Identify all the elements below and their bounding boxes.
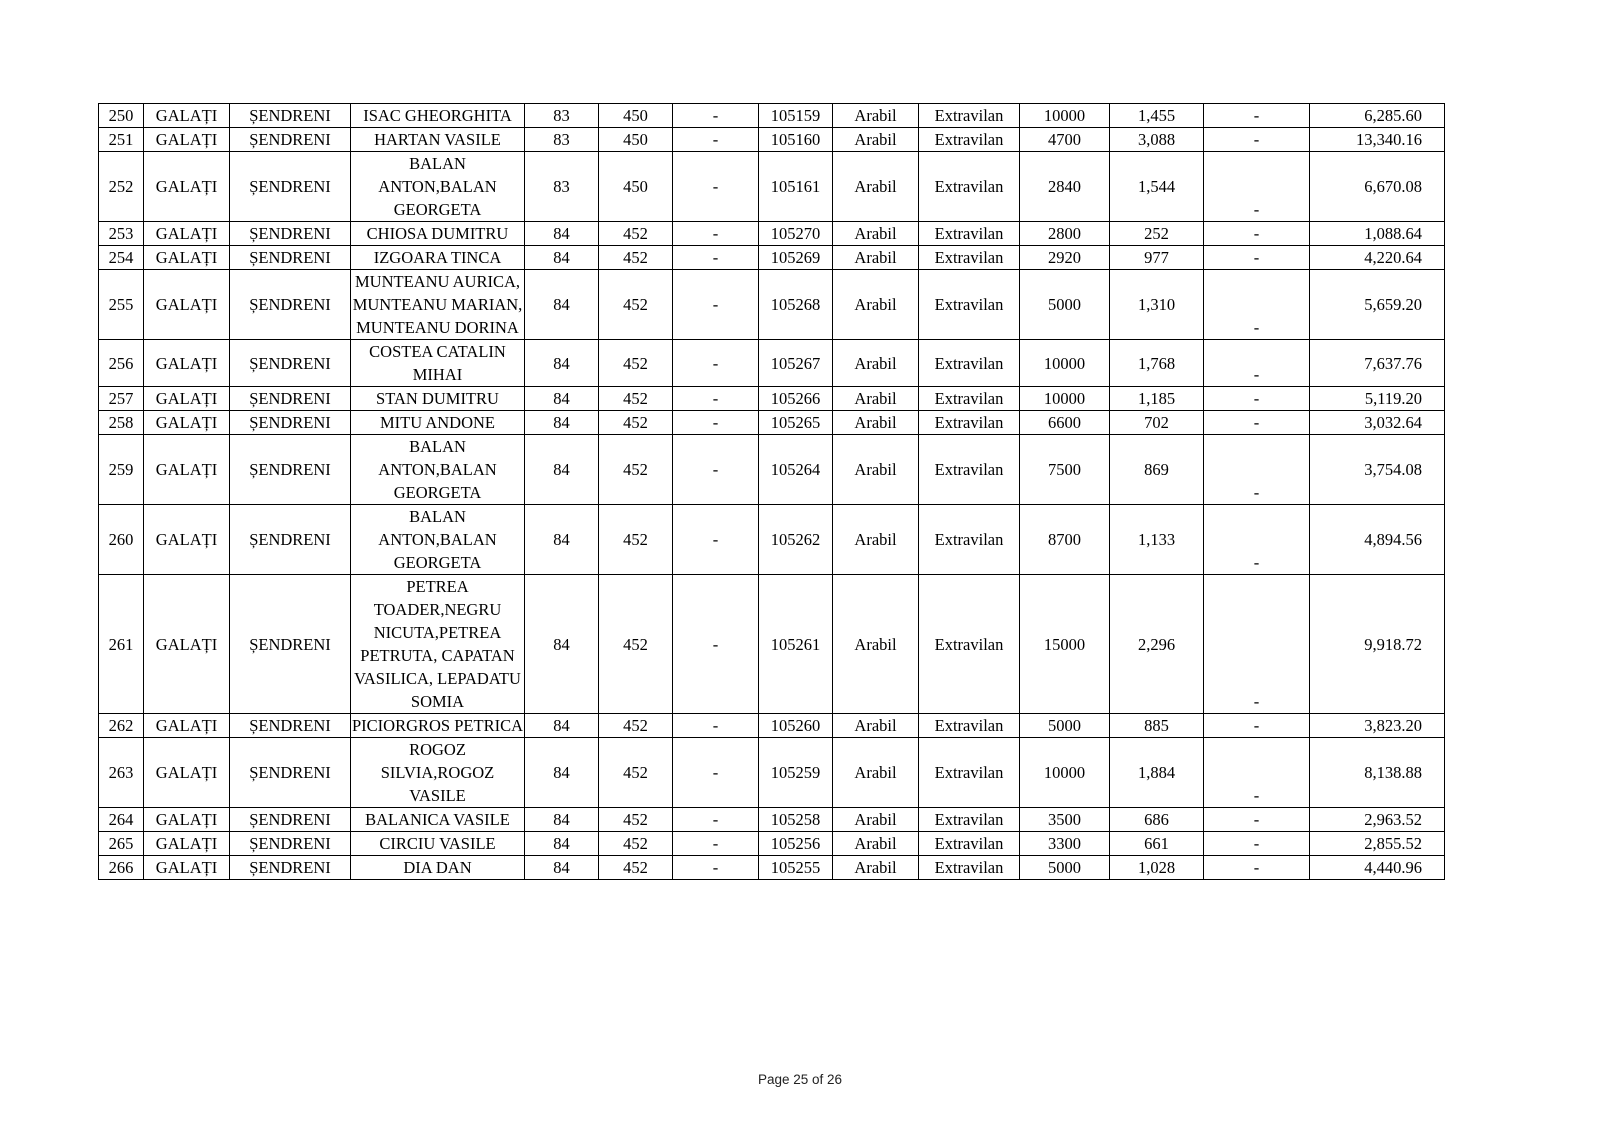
cell-suprafata-totala: 7500 [1020,435,1110,505]
cell-valoare: 13,340.16 [1310,128,1445,152]
cell-nr: 261 [99,575,144,714]
cell-judet: GALAȚI [144,152,230,222]
cell-judet: GALAȚI [144,832,230,856]
cell-nr: 265 [99,832,144,856]
cell-nr-cadastral: 105264 [759,435,833,505]
cell-tarla: 84 [525,222,599,246]
cell-localitate: ȘENDRENI [230,387,351,411]
cell-valoare: 9,918.72 [1310,575,1445,714]
cell-valoare: 3,032.64 [1310,411,1445,435]
cell-zona: Extravilan [919,832,1020,856]
cell-suprafata-afectata: 1,133 [1110,505,1204,575]
cell-cf: - [673,832,759,856]
cell-valoare: 1,088.64 [1310,222,1445,246]
cell-parcela: 452 [599,222,673,246]
cell-suprafata-totala: 5000 [1020,270,1110,340]
cell-categorie: Arabil [833,738,919,808]
cell-suprafata-totala: 5000 [1020,714,1110,738]
cell-categorie: Arabil [833,340,919,387]
cell-parcela: 450 [599,152,673,222]
cell-proprietar: PETREA TOADER,NEGRU NICUTA,PETREA PETRUTA, CAPATAN VASILICA, LEPADATU SOMIA [351,575,525,714]
cell-proprietar: DIA DAN [351,856,525,880]
cell-suprafata-afectata: 869 [1110,435,1204,505]
parcel-table [98,103,1445,880]
table-row [99,104,1445,128]
cell-suprafata-totala: 3300 [1020,832,1110,856]
cell-localitate: ȘENDRENI [230,575,351,714]
cell-nr-cadastral: 105255 [759,856,833,880]
cell-categorie: Arabil [833,505,919,575]
cell-categorie: Arabil [833,222,919,246]
cell-col13: - [1204,340,1310,387]
cell-suprafata-afectata: 702 [1110,411,1204,435]
cell-suprafata-totala: 2840 [1020,152,1110,222]
cell-cf: - [673,246,759,270]
cell-nr: 252 [99,152,144,222]
cell-categorie: Arabil [833,832,919,856]
cell-tarla: 84 [525,832,599,856]
cell-proprietar: MITU ANDONE [351,411,525,435]
cell-proprietar: HARTAN VASILE [351,128,525,152]
cell-valoare: 6,285.60 [1310,104,1445,128]
cell-parcela: 452 [599,505,673,575]
cell-nr: 264 [99,808,144,832]
cell-tarla: 83 [525,128,599,152]
cell-cf: - [673,104,759,128]
table-row [99,808,1445,832]
cell-tarla: 84 [525,270,599,340]
table-row [99,832,1445,856]
cell-valoare: 5,119.20 [1310,387,1445,411]
cell-categorie: Arabil [833,387,919,411]
cell-nr: 250 [99,104,144,128]
cell-proprietar: PICIORGROS PETRICA [351,714,525,738]
cell-tarla: 84 [525,738,599,808]
cell-col13: - [1204,575,1310,714]
cell-nr-cadastral: 105266 [759,387,833,411]
cell-suprafata-afectata: 1,884 [1110,738,1204,808]
cell-nr-cadastral: 105267 [759,340,833,387]
cell-judet: GALAȚI [144,808,230,832]
cell-nr-cadastral: 105258 [759,808,833,832]
cell-categorie: Arabil [833,104,919,128]
cell-localitate: ȘENDRENI [230,832,351,856]
cell-judet: GALAȚI [144,411,230,435]
cell-col13: - [1204,714,1310,738]
cell-categorie: Arabil [833,435,919,505]
cell-parcela: 452 [599,575,673,714]
cell-suprafata-afectata: 3,088 [1110,128,1204,152]
cell-nr: 251 [99,128,144,152]
table-row [99,152,1445,222]
cell-categorie: Arabil [833,128,919,152]
cell-zona: Extravilan [919,856,1020,880]
cell-cf: - [673,387,759,411]
cell-col13: - [1204,411,1310,435]
cell-nr: 253 [99,222,144,246]
cell-localitate: ȘENDRENI [230,222,351,246]
cell-nr: 257 [99,387,144,411]
cell-proprietar: BALANICA VASILE [351,808,525,832]
cell-suprafata-totala: 10000 [1020,387,1110,411]
cell-tarla: 84 [525,411,599,435]
cell-nr: 254 [99,246,144,270]
cell-col13: - [1204,435,1310,505]
cell-valoare: 6,670.08 [1310,152,1445,222]
cell-suprafata-totala: 2920 [1020,246,1110,270]
cell-proprietar: CIRCIU VASILE [351,832,525,856]
cell-cf: - [673,738,759,808]
cell-judet: GALAȚI [144,222,230,246]
cell-cf: - [673,270,759,340]
table-row [99,246,1445,270]
cell-valoare: 3,754.08 [1310,435,1445,505]
cell-proprietar: BALAN ANTON,BALAN GEORGETA [351,505,525,575]
cell-col13: - [1204,222,1310,246]
cell-suprafata-afectata: 1,544 [1110,152,1204,222]
cell-cf: - [673,714,759,738]
cell-col13: - [1204,856,1310,880]
cell-parcela: 452 [599,270,673,340]
cell-cf: - [673,411,759,435]
cell-col13: - [1204,738,1310,808]
cell-localitate: ȘENDRENI [230,104,351,128]
cell-nr-cadastral: 105262 [759,505,833,575]
cell-zona: Extravilan [919,222,1020,246]
cell-nr-cadastral: 105161 [759,152,833,222]
cell-suprafata-totala: 15000 [1020,575,1110,714]
cell-parcela: 452 [599,738,673,808]
cell-localitate: ȘENDRENI [230,128,351,152]
cell-zona: Extravilan [919,738,1020,808]
cell-categorie: Arabil [833,270,919,340]
cell-judet: GALAȚI [144,714,230,738]
cell-suprafata-totala: 2800 [1020,222,1110,246]
cell-zona: Extravilan [919,246,1020,270]
cell-tarla: 84 [525,808,599,832]
cell-zona: Extravilan [919,505,1020,575]
cell-valoare: 4,440.96 [1310,856,1445,880]
cell-col13: - [1204,152,1310,222]
cell-tarla: 84 [525,505,599,575]
cell-cf: - [673,128,759,152]
cell-proprietar: IZGOARA TINCA [351,246,525,270]
cell-judet: GALAȚI [144,505,230,575]
cell-col13: - [1204,505,1310,575]
cell-cf: - [673,575,759,714]
cell-nr-cadastral: 105160 [759,128,833,152]
table-row [99,505,1445,575]
cell-zona: Extravilan [919,714,1020,738]
cell-zona: Extravilan [919,340,1020,387]
cell-zona: Extravilan [919,411,1020,435]
cell-zona: Extravilan [919,128,1020,152]
cell-nr: 262 [99,714,144,738]
cell-suprafata-afectata: 885 [1110,714,1204,738]
cell-col13: - [1204,270,1310,340]
cell-judet: GALAȚI [144,856,230,880]
cell-suprafata-afectata: 252 [1110,222,1204,246]
cell-parcela: 450 [599,104,673,128]
cell-cf: - [673,856,759,880]
cell-judet: GALAȚI [144,738,230,808]
cell-judet: GALAȚI [144,128,230,152]
cell-suprafata-totala: 6600 [1020,411,1110,435]
cell-valoare: 3,823.20 [1310,714,1445,738]
cell-tarla: 84 [525,575,599,714]
cell-zona: Extravilan [919,270,1020,340]
cell-suprafata-afectata: 977 [1110,246,1204,270]
cell-valoare: 2,855.52 [1310,832,1445,856]
cell-localitate: ȘENDRENI [230,411,351,435]
table-row [99,714,1445,738]
cell-tarla: 83 [525,152,599,222]
cell-tarla: 84 [525,246,599,270]
cell-suprafata-afectata: 1,185 [1110,387,1204,411]
cell-parcela: 452 [599,246,673,270]
cell-tarla: 83 [525,104,599,128]
cell-localitate: ȘENDRENI [230,714,351,738]
cell-judet: GALAȚI [144,340,230,387]
cell-judet: GALAȚI [144,435,230,505]
cell-judet: GALAȚI [144,270,230,340]
cell-parcela: 452 [599,808,673,832]
table-row [99,738,1445,808]
cell-parcela: 450 [599,128,673,152]
cell-judet: GALAȚI [144,246,230,270]
page-number-footer: Page 25 of 26 [757,1072,843,1087]
cell-categorie: Arabil [833,575,919,714]
cell-proprietar: BALAN ANTON,BALAN GEORGETA [351,152,525,222]
cell-parcela: 452 [599,435,673,505]
cell-localitate: ȘENDRENI [230,270,351,340]
cell-suprafata-afectata: 1,455 [1110,104,1204,128]
cell-proprietar: ROGOZ SILVIA,ROGOZ VASILE [351,738,525,808]
cell-proprietar: COSTEA CATALIN MIHAI [351,340,525,387]
cell-localitate: ȘENDRENI [230,738,351,808]
cell-zona: Extravilan [919,808,1020,832]
cell-tarla: 84 [525,387,599,411]
cell-cf: - [673,435,759,505]
cell-judet: GALAȚI [144,575,230,714]
cell-localitate: ȘENDRENI [230,246,351,270]
cell-nr-cadastral: 105265 [759,411,833,435]
cell-valoare: 5,659.20 [1310,270,1445,340]
cell-judet: GALAȚI [144,104,230,128]
cell-cf: - [673,222,759,246]
cell-col13: - [1204,128,1310,152]
cell-nr-cadastral: 105268 [759,270,833,340]
cell-col13: - [1204,387,1310,411]
cell-valoare: 4,894.56 [1310,505,1445,575]
cell-nr-cadastral: 105256 [759,832,833,856]
cell-parcela: 452 [599,340,673,387]
cell-zona: Extravilan [919,387,1020,411]
table-row [99,387,1445,411]
cell-localitate: ȘENDRENI [230,856,351,880]
cell-nr: 258 [99,411,144,435]
cell-nr-cadastral: 105260 [759,714,833,738]
cell-suprafata-totala: 4700 [1020,128,1110,152]
cell-cf: - [673,505,759,575]
cell-nr: 263 [99,738,144,808]
cell-zona: Extravilan [919,152,1020,222]
cell-tarla: 84 [525,435,599,505]
cell-valoare: 8,138.88 [1310,738,1445,808]
cell-cf: - [673,340,759,387]
cell-categorie: Arabil [833,246,919,270]
cell-suprafata-afectata: 2,296 [1110,575,1204,714]
cell-suprafata-afectata: 1,768 [1110,340,1204,387]
cell-zona: Extravilan [919,104,1020,128]
cell-cf: - [673,808,759,832]
cell-suprafata-totala: 10000 [1020,340,1110,387]
cell-proprietar: ISAC GHEORGHITA [351,104,525,128]
cell-suprafata-totala: 8700 [1020,505,1110,575]
cell-localitate: ȘENDRENI [230,340,351,387]
cell-nr: 266 [99,856,144,880]
cell-proprietar: BALAN ANTON,BALAN GEORGETA [351,435,525,505]
cell-col13: - [1204,808,1310,832]
cell-valoare: 2,963.52 [1310,808,1445,832]
cell-suprafata-afectata: 1,310 [1110,270,1204,340]
cell-localitate: ȘENDRENI [230,152,351,222]
cell-suprafata-afectata: 1,028 [1110,856,1204,880]
cell-categorie: Arabil [833,411,919,435]
cell-proprietar: MUNTEANU AURICA, MUNTEANU MARIAN, MUNTEANU DORINA [351,270,525,340]
cell-categorie: Arabil [833,714,919,738]
table-row [99,222,1445,246]
cell-nr: 255 [99,270,144,340]
cell-cf: - [673,152,759,222]
cell-parcela: 452 [599,387,673,411]
cell-nr-cadastral: 105259 [759,738,833,808]
cell-col13: - [1204,104,1310,128]
cell-localitate: ȘENDRENI [230,808,351,832]
cell-localitate: ȘENDRENI [230,435,351,505]
table-row [99,435,1445,505]
cell-valoare: 7,637.76 [1310,340,1445,387]
cell-proprietar: STAN DUMITRU [351,387,525,411]
cell-nr: 256 [99,340,144,387]
cell-nr-cadastral: 105269 [759,246,833,270]
cell-parcela: 452 [599,714,673,738]
cell-suprafata-totala: 10000 [1020,104,1110,128]
cell-localitate: ȘENDRENI [230,505,351,575]
cell-parcela: 452 [599,411,673,435]
cell-parcela: 452 [599,832,673,856]
cell-zona: Extravilan [919,435,1020,505]
cell-judet: GALAȚI [144,387,230,411]
table-row [99,575,1445,714]
table-row [99,340,1445,387]
cell-zona: Extravilan [919,575,1020,714]
cell-suprafata-totala: 5000 [1020,856,1110,880]
cell-nr: 260 [99,505,144,575]
cell-tarla: 84 [525,856,599,880]
cell-tarla: 84 [525,340,599,387]
cell-col13: - [1204,832,1310,856]
table-row [99,128,1445,152]
cell-suprafata-totala: 3500 [1020,808,1110,832]
cell-categorie: Arabil [833,152,919,222]
cell-nr-cadastral: 105159 [759,104,833,128]
cell-valoare: 4,220.64 [1310,246,1445,270]
table-row [99,270,1445,340]
cell-categorie: Arabil [833,856,919,880]
cell-suprafata-totala: 10000 [1020,738,1110,808]
cell-nr-cadastral: 105270 [759,222,833,246]
cell-nr-cadastral: 105261 [759,575,833,714]
cell-tarla: 84 [525,714,599,738]
cell-suprafata-afectata: 686 [1110,808,1204,832]
cell-categorie: Arabil [833,808,919,832]
cell-nr: 259 [99,435,144,505]
table-row [99,411,1445,435]
cell-suprafata-afectata: 661 [1110,832,1204,856]
cell-parcela: 452 [599,856,673,880]
table-row [99,856,1445,880]
cell-col13: - [1204,246,1310,270]
cell-proprietar: CHIOSA DUMITRU [351,222,525,246]
